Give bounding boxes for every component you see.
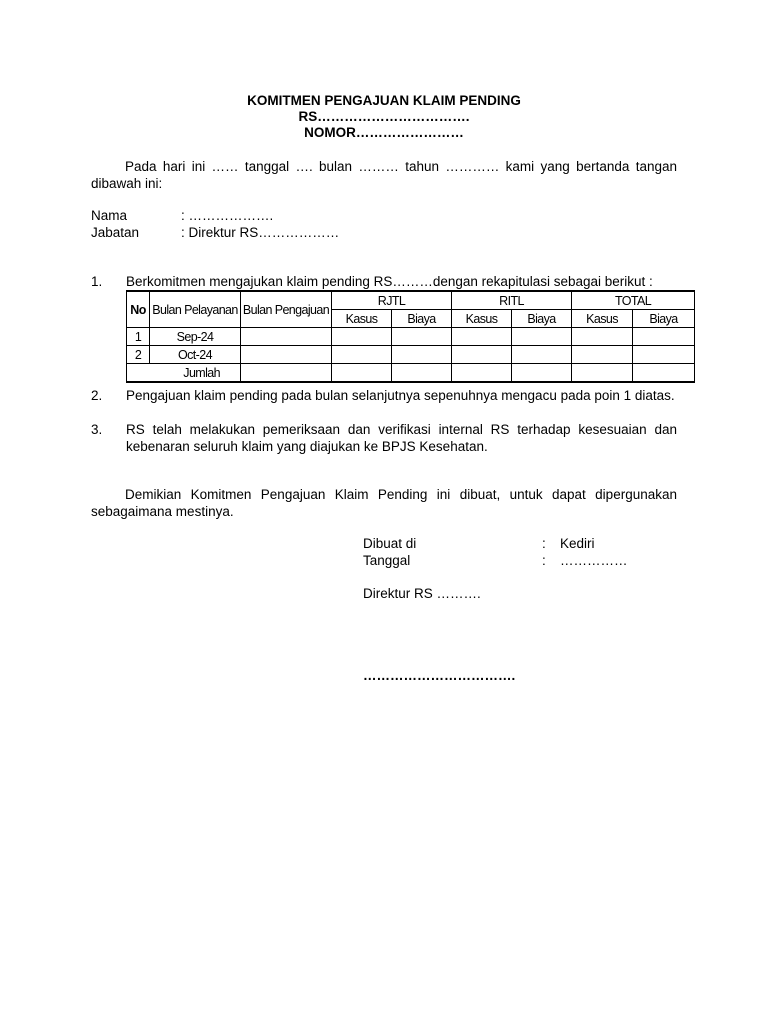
- table-cell: [241, 328, 332, 346]
- signature-name-line: …………………………….: [363, 668, 516, 683]
- document-title: [0, 93, 768, 141]
- header-rjtl-biaya: Biaya: [392, 310, 452, 328]
- table-cell: [572, 364, 633, 383]
- claims-table: [126, 290, 695, 383]
- table-cell: [332, 364, 392, 383]
- tanggal-label: Tanggal: [363, 553, 411, 568]
- nama-value: : ……………….: [181, 208, 274, 223]
- table-cell: [512, 364, 572, 383]
- row-2-bulan-pelayanan: Oct-24: [150, 346, 241, 364]
- item-1-text: Berkomitmen mengajukan klaim pending RS………dengan rekapitulasi sebagai berikut :: [126, 274, 653, 289]
- tanggal-value: ……………: [560, 553, 628, 568]
- header-bulan-pengajuan: Bulan Pengajuan: [241, 291, 332, 328]
- header-total-kasus: Kasus: [572, 310, 633, 328]
- header-ritl: RITL: [452, 291, 572, 310]
- dibuat-label: Dibuat di: [363, 536, 417, 551]
- title-line-3: NOMOR……………………: [304, 125, 464, 140]
- header-bulan-pelayanan: Bulan Pelayanan: [150, 291, 241, 328]
- title-line-1: KOMITMEN PENGAJUAN KLAIM PENDING: [247, 93, 521, 108]
- table-cell: [452, 364, 512, 383]
- table-header-row-1: [127, 291, 695, 310]
- table-cell: [452, 346, 512, 364]
- header-total: TOTAL: [572, 291, 695, 310]
- table-cell: [332, 346, 392, 364]
- dibuat-colon: :: [542, 536, 546, 551]
- table-cell: [452, 328, 512, 346]
- table-cell: [241, 364, 332, 383]
- item-2-text: Pengajuan klaim pending pada bulan selanjutnya sepenuhnya mengacu pada poin 1 diatas.: [126, 388, 675, 403]
- item-3-number: 3.: [91, 422, 103, 437]
- table-cell: [392, 346, 452, 364]
- header-no: No: [127, 291, 150, 328]
- table-total-row: [127, 364, 695, 383]
- item-2-number: 2.: [91, 388, 103, 403]
- jabatan-label: Jabatan: [91, 225, 140, 240]
- table-cell: [572, 328, 633, 346]
- table-cell: [512, 346, 572, 364]
- table-cell: [241, 346, 332, 364]
- nama-label: Nama: [91, 208, 128, 223]
- header-ritl-kasus: Kasus: [452, 310, 512, 328]
- table-cell: [572, 346, 633, 364]
- item-3-text: RS telah melakukan pemeriksaan dan verifikasi internal RS terhadap kesesuaian dan kebenaran seluruh klaim yang diajukan ke BPJS Kesehatan.: [126, 422, 677, 454]
- table-row: [127, 346, 695, 364]
- title-line-2: RS…………………………….: [298, 109, 470, 124]
- closing-paragraph: Demikian Komitmen Pengajuan Klaim Pending ini dibuat, untuk dapat dipergunakan sebagaimana mestinya.: [91, 487, 677, 519]
- jumlah-label: Jumlah: [127, 364, 241, 383]
- row-1-bulan-pelayanan: Sep-24: [150, 328, 241, 346]
- row-2-no: 2: [127, 346, 150, 364]
- row-1-no: 1: [127, 328, 150, 346]
- table-cell: [392, 328, 452, 346]
- header-rjtl: RJTL: [332, 291, 452, 310]
- jabatan-value: : Direktur RS………………: [181, 225, 340, 240]
- dibuat-value: Kediri: [560, 536, 595, 551]
- director-title: Direktur RS ……….: [363, 586, 481, 601]
- table-row: [127, 328, 695, 346]
- table-cell: [633, 328, 695, 346]
- table-cell: [633, 346, 695, 364]
- item-1-number: 1.: [91, 274, 103, 289]
- header-ritl-biaya: Biaya: [512, 310, 572, 328]
- opening-paragraph: Pada hari ini …… tanggal …. bulan ……… tahun ………… kami yang bertanda tangan dibawah ini:: [91, 159, 677, 191]
- table-cell: [512, 328, 572, 346]
- header-rjtl-kasus: Kasus: [332, 310, 392, 328]
- table-cell: [633, 364, 695, 383]
- table-cell: [332, 328, 392, 346]
- tanggal-colon: :: [542, 553, 546, 568]
- table-cell: [392, 364, 452, 383]
- header-total-biaya: Biaya: [633, 310, 695, 328]
